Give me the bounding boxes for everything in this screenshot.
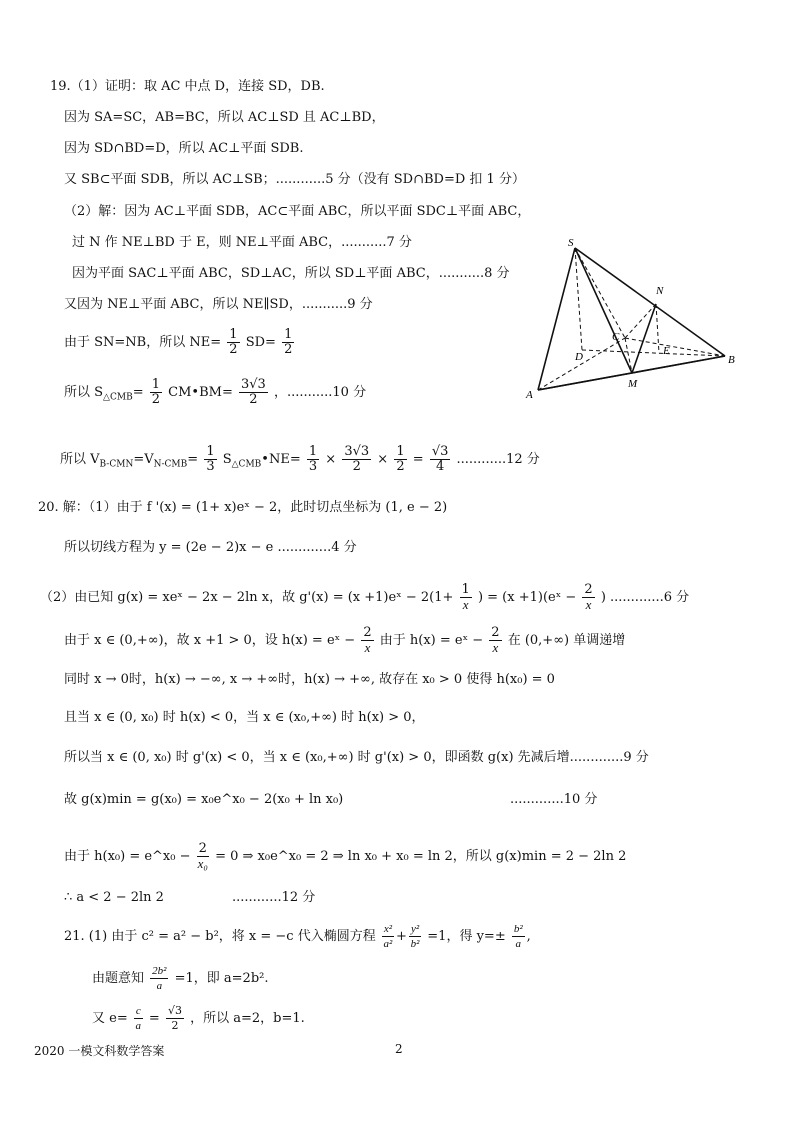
q19-line9 <box>64 328 296 357</box>
text: （2）由已知 g(x) = xeˣ − 2x − 2ln x，故 g'(x) = (x +1)eˣ − 2(1+ <box>40 590 454 605</box>
times: × <box>325 452 337 467</box>
fraction-half <box>227 328 239 357</box>
q19-line9-text2: SD= <box>245 335 276 350</box>
num: √3 <box>431 444 449 459</box>
den: b² <box>410 938 420 950</box>
label-E: E <box>663 345 670 357</box>
q19-line8: 又因为 NE⊥平面 ABC，所以 NE∥SD，...........9 分 <box>64 297 373 312</box>
label-A: A <box>526 389 533 401</box>
q19-line1: 19.（1）证明：取 AC 中点 D，连接 SD，DB. <box>50 79 325 94</box>
label-M: M <box>628 378 638 390</box>
text: 21. (1) 由于 c² = a² − b²，将 x = −c 代入椭圆方程 <box>64 929 376 944</box>
den: a² <box>383 938 393 950</box>
den: x₀ <box>197 856 208 871</box>
fraction-2-x0 <box>197 842 209 871</box>
text: = 0 ⇒ x₀e^x₀ = 2 ⇒ ln x₀ + x₀ = ln 2，所以 g(x)min = 2 − 2ln 2 <box>215 849 627 864</box>
q20-line9 <box>64 842 626 871</box>
num: b² <box>513 923 523 935</box>
q20-line1: 20. 解：（1）由于 f '(x) = (1+ x)eˣ − 2，此时切点坐标为 (1, e − 2) <box>38 500 448 515</box>
den: 2 <box>151 392 161 407</box>
text: 由于 h(x₀) = e^x₀ − <box>64 849 191 864</box>
text: 由于 x ∈ (0,+∞)，故 x +1 > 0，设 h(x) = eˣ − <box>64 633 356 648</box>
text: ，所以 a=2，b=1. <box>190 1011 305 1026</box>
fraction-c-a <box>134 1004 143 1033</box>
fraction-half <box>282 328 294 357</box>
q20-line6: 且当 x ∈ (0, x₀) 时 h(x) < 0，当 x ∈ (x₀,+∞) 时 h(x) > 0， <box>64 710 425 725</box>
q19-line5: （2）解：因为 AC⊥平面 SDB，AC⊂平面 ABC，所以平面 SDC⊥平面 ABC， <box>64 204 531 219</box>
den: 2 <box>249 392 258 407</box>
q19-line4: 又 SB⊂平面 SDB，所以 AC⊥SB；............5 分（没有 SD∩BD=D 扣 1 分） <box>64 172 525 187</box>
num: 3√3 <box>240 377 266 392</box>
num: 1 <box>284 327 293 342</box>
den: 2 <box>284 342 293 357</box>
q19-line11 <box>60 445 540 474</box>
q20-line7: 所以当 x ∈ (0, x₀) 时 g'(x) < 0，当 x ∈ (x₀,+∞) 时 g'(x) > 0，即函数 g(x) 先减后增.............9 分 <box>64 750 649 765</box>
num: 1 <box>151 377 161 392</box>
fraction-half <box>394 445 406 474</box>
text: CM•BM= <box>168 385 233 400</box>
q20-line8: 故 g(x)min = g(x₀) = x₀e^x₀ − 2(x₀ + ln x₀) <box>64 792 344 807</box>
q19-line10 <box>64 378 366 407</box>
page-number: 2 <box>395 1042 403 1056</box>
num: 1 <box>206 444 215 459</box>
den: 2 <box>171 1019 179 1032</box>
equals: = <box>132 385 144 400</box>
fraction-b2-a <box>512 922 525 951</box>
text: =1，得 y=± <box>427 929 506 944</box>
text: ) .............6 分 <box>600 590 690 605</box>
label-N: N <box>656 285 664 297</box>
fraction-2-x <box>489 626 501 655</box>
text: =V <box>133 452 154 467</box>
num: x² <box>383 923 393 935</box>
den: 3 <box>206 459 215 474</box>
pyramid-figure <box>520 232 745 407</box>
den: x <box>492 640 499 655</box>
den: 2 <box>396 459 405 474</box>
den: 2 <box>229 342 238 357</box>
fraction-r3-4 <box>430 445 451 474</box>
subscript: △CMB <box>103 392 133 403</box>
fraction-3r3-2 <box>239 378 268 407</box>
num: 2b² <box>152 965 167 977</box>
label-C: C <box>612 331 620 343</box>
text: 所以 V <box>60 452 100 467</box>
subscript: △CMB <box>231 459 262 470</box>
footer-title: 2020 一模文科数学答案 <box>34 1044 165 1058</box>
den: x <box>585 597 592 612</box>
label-B: B <box>728 354 735 366</box>
q19-line6: 过 N 作 NE⊥BD 于 E，则 NE⊥平面 ABC，...........7 分 <box>72 235 412 250</box>
num: 3√3 <box>344 444 370 459</box>
den: x <box>364 640 371 655</box>
den: a <box>156 980 163 992</box>
text: = <box>148 1011 160 1026</box>
fraction-half <box>150 378 162 407</box>
q20-line5: 同时 x → 0时，h(x) → −∞, x → +∞时，h(x) → +∞, 故存在 x₀ > 0 使得 h(x₀) = 0 <box>64 672 555 687</box>
fraction-3r3-2 <box>342 445 371 474</box>
num: 1 <box>308 444 318 459</box>
q20-line3 <box>40 583 689 612</box>
q20-line10-score: ............12 分 <box>232 890 316 905</box>
text: 由于 h(x) = eˣ − <box>379 633 484 648</box>
text: 在 (0,+∞) 单调递增 <box>507 633 626 648</box>
label-S: S <box>568 237 574 249</box>
num: 1 <box>461 582 470 597</box>
plus: + <box>396 929 407 944</box>
q20-line2: 所以切线方程为 y = (2e − 2)x − e .............4 分 <box>64 540 357 555</box>
den: 2 <box>352 459 361 474</box>
fraction-1-x <box>460 583 472 612</box>
den: x <box>462 597 469 612</box>
text: S <box>222 452 232 467</box>
q20-line10: ∴ a < 2 − 2ln 2 <box>64 890 164 905</box>
text: 又 e= <box>92 1011 128 1026</box>
text: = <box>187 452 199 467</box>
den: a <box>515 938 522 950</box>
fraction-2b2-a <box>150 964 168 993</box>
text: =1，即 a=2b². <box>174 971 269 986</box>
fraction-third <box>307 445 319 474</box>
text: ，...........10 分 <box>273 385 367 400</box>
q21-line3 <box>92 1004 305 1033</box>
text: 所以 S <box>64 385 104 400</box>
text: ) = (x +1)(eˣ − <box>477 590 577 605</box>
subscript: N-CMB <box>153 459 188 470</box>
fraction-x2-a2 <box>382 922 394 951</box>
fraction-y2-b2 <box>409 922 421 951</box>
q19-line7: 因为平面 SAC⊥平面 ABC，SD⊥AC，所以 SD⊥平面 ABC，...........8 分 <box>72 266 510 281</box>
num: √3 <box>167 1004 182 1017</box>
fraction-2-x <box>582 583 594 612</box>
text: 由题意知 <box>92 971 145 986</box>
times: × <box>377 452 389 467</box>
num: y² <box>410 923 420 935</box>
fraction-third <box>204 445 216 474</box>
num: 2 <box>363 625 372 640</box>
q19-line3: 因为 SD∩BD=D，所以 AC⊥平面 SDB. <box>64 141 304 156</box>
num: 1 <box>229 327 238 342</box>
text: •NE= <box>261 452 301 467</box>
fraction-r3-2 <box>166 1004 184 1033</box>
subscript: B-CMN <box>99 459 134 470</box>
fraction-2-x <box>361 626 373 655</box>
den: 3 <box>308 459 318 474</box>
num: c <box>135 1005 141 1017</box>
text: ............12 分 <box>456 452 540 467</box>
den: 4 <box>435 459 445 474</box>
text: , <box>526 929 531 944</box>
num: 1 <box>396 444 405 459</box>
equals: = <box>412 452 424 467</box>
q20-line8-score: .............10 分 <box>510 792 598 807</box>
num: 2 <box>584 582 593 597</box>
den: a <box>135 1020 142 1032</box>
num: 2 <box>491 625 500 640</box>
q19-line9-text: 由于 SN=NB，所以 NE= <box>64 335 222 350</box>
num: 2 <box>198 841 207 856</box>
q19-line2: 因为 SA=SC，AB=BC，所以 AC⊥SD 且 AC⊥BD， <box>64 110 385 125</box>
q20-line4 <box>64 626 625 655</box>
label-D: D <box>575 351 583 363</box>
q21-line1 <box>64 922 531 951</box>
q21-line2 <box>92 964 269 993</box>
